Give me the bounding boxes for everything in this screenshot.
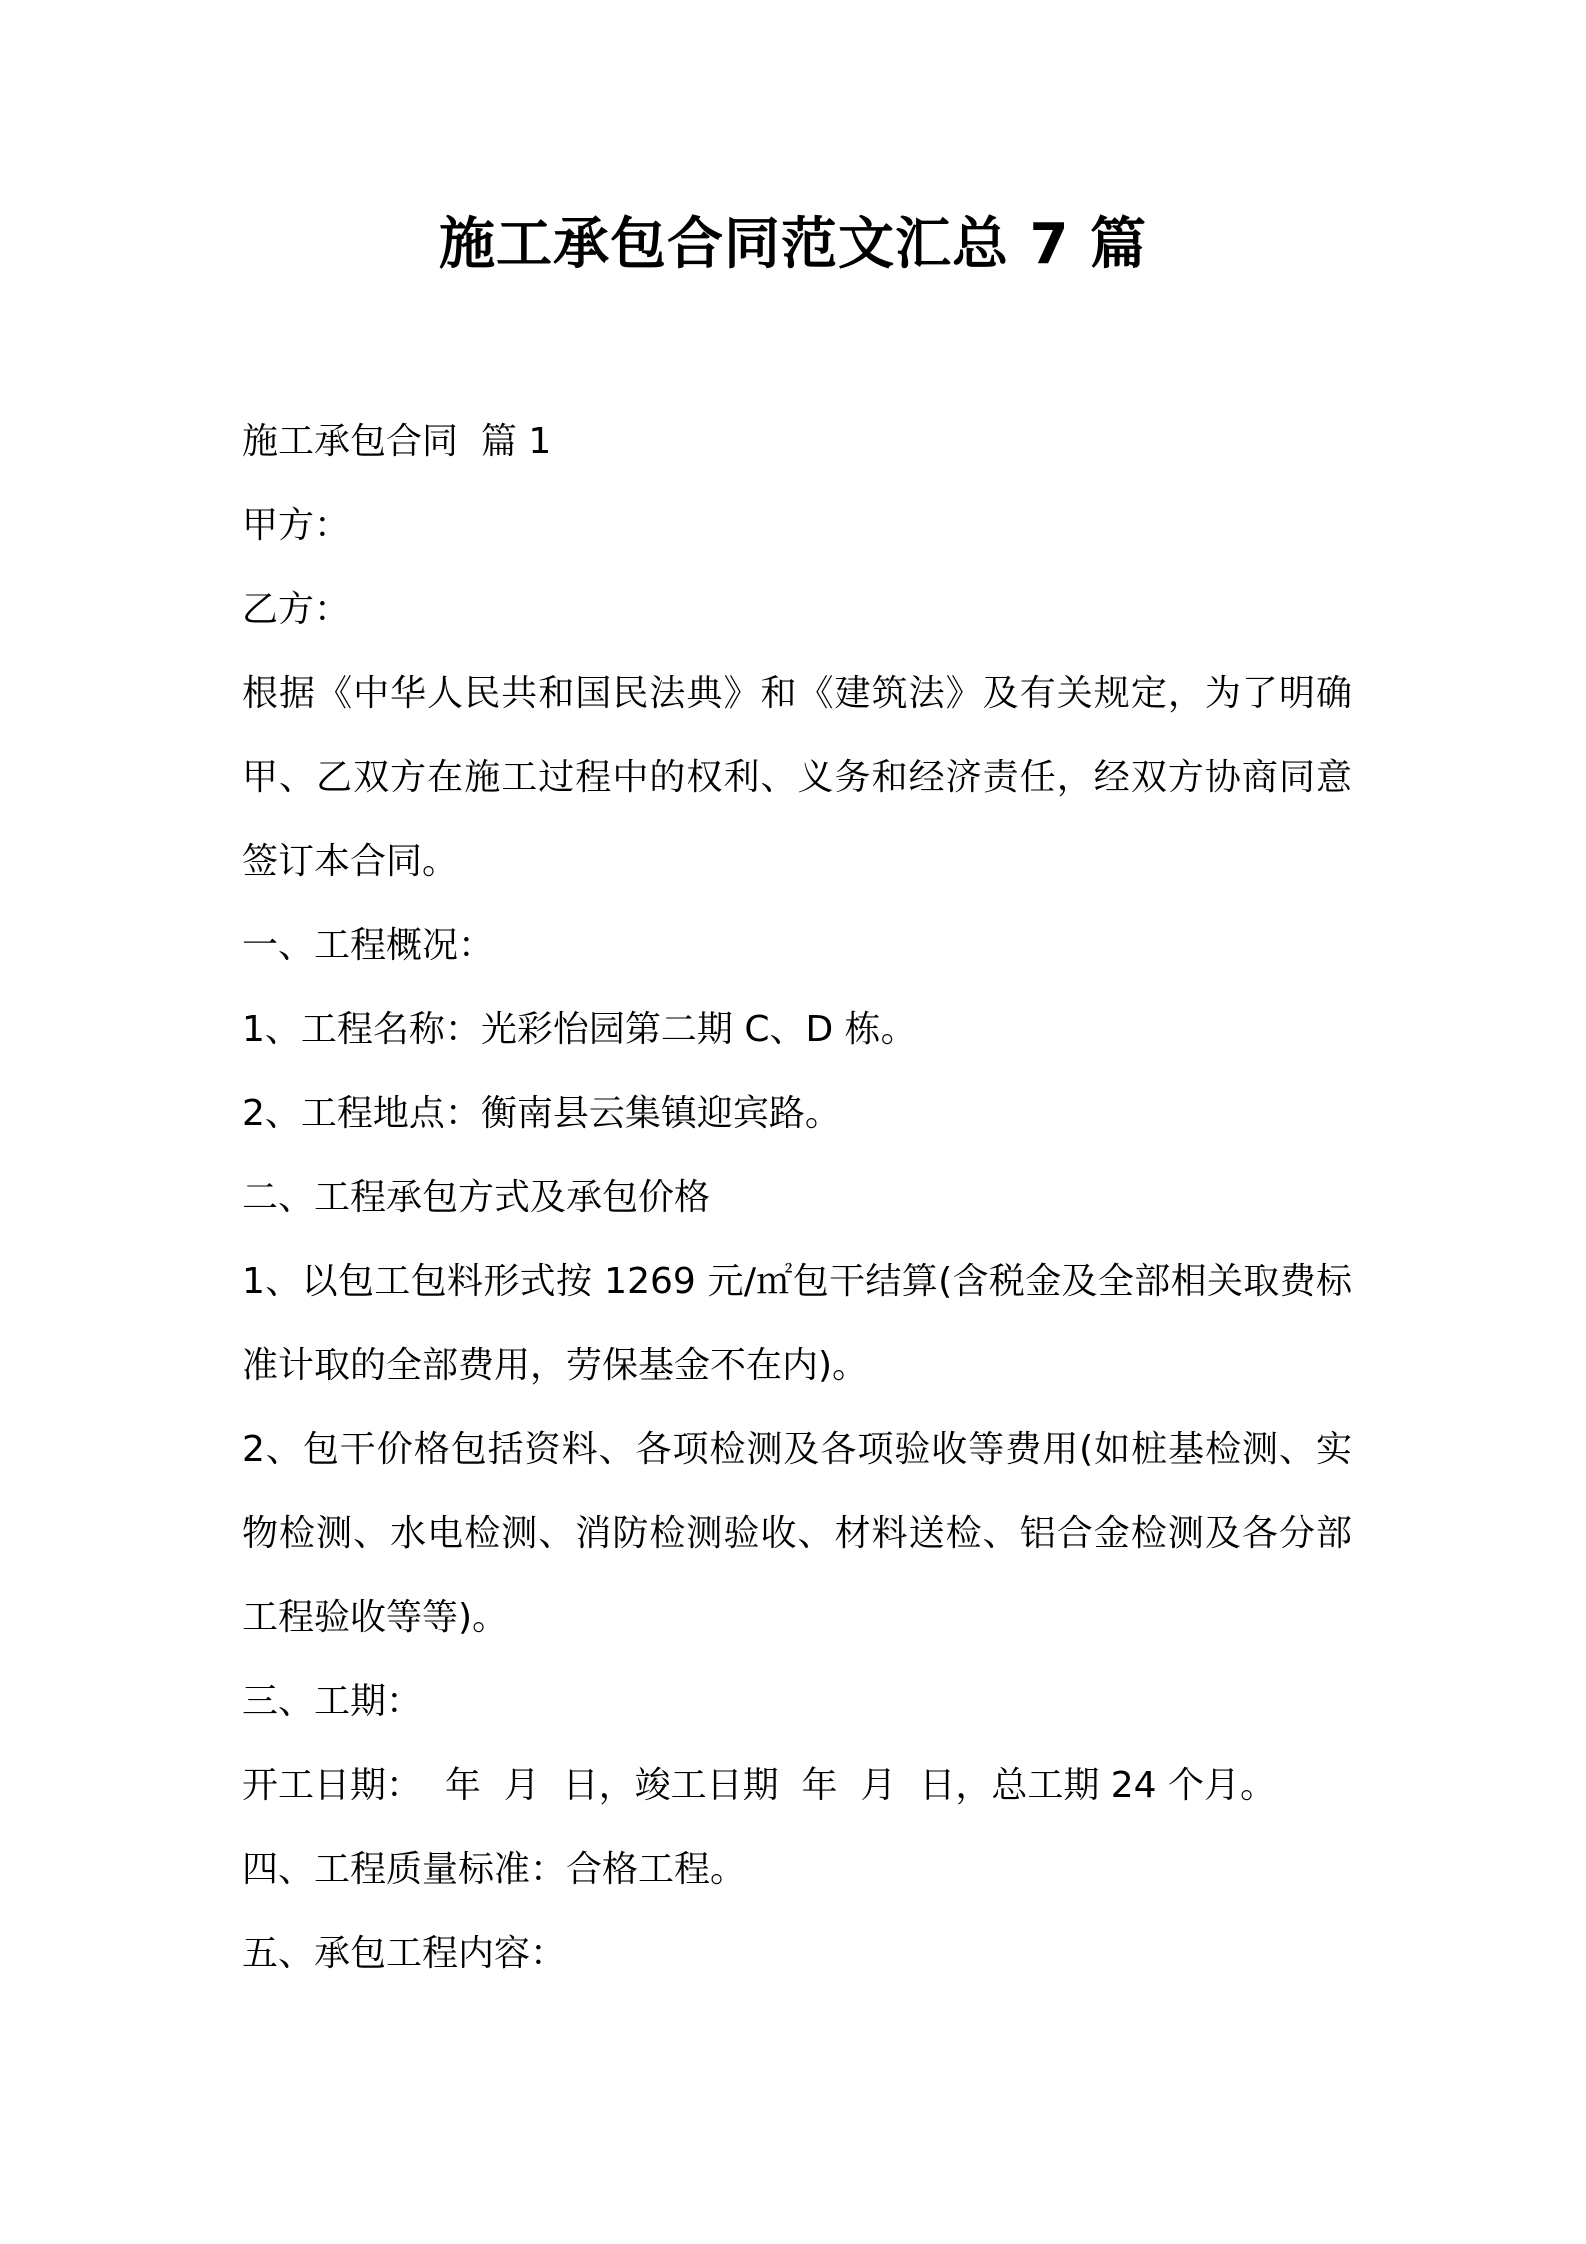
clause-4-heading: 四、工程质量标准：合格工程。 <box>242 1849 747 1890</box>
intro-paragraph: 根据《中华人民共和国民法典》和《建筑法》及有关规定，为了明确甲、乙双方在施工过程中的权利、义务和经济责任，经双方协商同意签订本合同。 <box>242 673 1352 882</box>
party-b-line: 乙方： <box>242 589 351 630</box>
document-body <box>242 400 1352 1996</box>
party-a-line: 甲方： <box>242 505 351 546</box>
document-title: 施工承包合同范文汇总 7 篇 <box>439 212 1147 277</box>
clause-3-dates: 开工日期： 年 月 日，竣工日期 年 月 日，总工期 24 个月。 <box>242 1765 1277 1806</box>
section-heading: 施工承包合同 篇 1 <box>242 421 552 462</box>
clause-2-item-2: 2、包干价格包括资料、各项检测及各项验收等费用(如桩基检测、实物检测、水电检测、消防检测验收、材料送检、铝合金检测及各分部工程验收等等)。 <box>242 1429 1352 1638</box>
clause-1-item-1: 1、工程名称：光彩怡园第二期 C、D 栋。 <box>242 1009 917 1050</box>
clause-2-item-1: 1、以包工包料形式按 1269 元/㎡包干结算(含税金及全部相关取费标准计取的全部费用，劳保基金不在内)。 <box>242 1261 1352 1386</box>
clause-2-heading: 二、工程承包方式及承包价格 <box>242 1177 711 1218</box>
clause-3-heading: 三、工期： <box>242 1681 423 1722</box>
clause-5-heading: 五、承包工程内容： <box>242 1933 567 1974</box>
clause-1-item-2: 2、工程地点：衡南县云集镇迎宾路。 <box>242 1093 841 1134</box>
clause-1-heading: 一、工程概况： <box>242 925 495 966</box>
